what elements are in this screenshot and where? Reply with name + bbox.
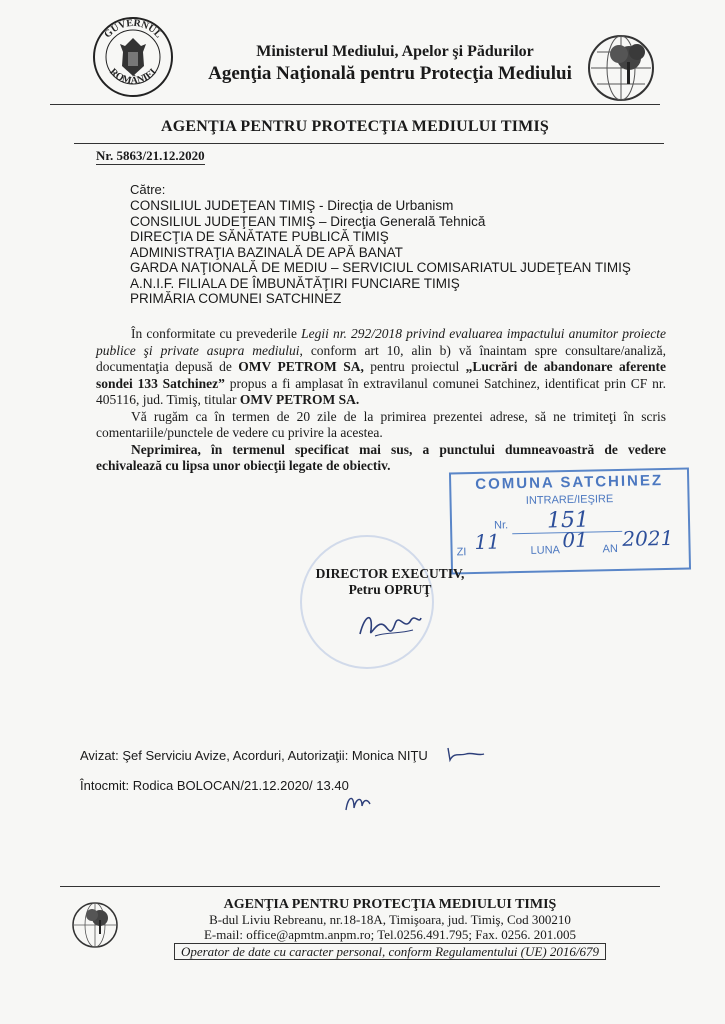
owner-name: OMV PETROM SA. <box>239 392 360 407</box>
handwritten-signature-icon <box>355 606 425 651</box>
stamp-nr-label: Nr. <box>493 519 509 532</box>
svg-text:ROMÂNIEI: ROMÂNIEI <box>107 66 159 87</box>
company-name: OMV PETROM SA, <box>238 359 364 374</box>
letter-body <box>96 326 666 475</box>
recipient-item: DIRECŢIA DE SĂNĂTATE PUBLICĂ TIMIŞ <box>130 229 389 244</box>
recipient-item: PRIMĂRIA COMUNEI SATCHINEZ <box>130 291 342 306</box>
romania-coat-of-arms-icon <box>92 16 174 98</box>
footer <box>130 897 650 960</box>
footer-gdpr: Operator de date cu caracter personal, conform Regulamentului (UE) 2016/679 <box>174 943 606 960</box>
ministry-name: Ministerul Mediului, Apelor şi Pădurilor <box>256 43 534 60</box>
footer-contact: E-mail: office@apmtm.anpm.ro; Tel.0256.491.795; Fax. 0256. 201.005 <box>203 927 576 942</box>
signatory-name: Petru OPRUŢ <box>348 582 432 597</box>
stamp-year-value: 2021 <box>622 525 674 551</box>
recipient-item: A.N.I.F. FILIALA DE ÎMBUNĂTĂŢIRI FUNCIARE TIMIŞ <box>130 275 460 291</box>
footer-title: AGENŢIA PENTRU PROTECŢIA MEDIULUI TIMIŞ <box>223 897 557 912</box>
recipient-item: GARDA NAŢIONALĂ DE MEDIU – SERVICIUL COMISARIATUL JUDEŢEAN TIMIŞ <box>130 260 631 275</box>
stamp-subtitle: INTRARE/IEŞIRE <box>525 493 614 507</box>
project-name: „Lucrări de abandonare aferente sondei 133 Satchinez” <box>96 359 666 391</box>
anpm-globe-tree-logo-icon <box>585 32 657 104</box>
signatory-role: DIRECTOR EXECUTIV, <box>315 566 465 581</box>
header-divider <box>50 104 660 105</box>
law-reference: Legii nr. 292/2018 privind evaluarea impactului anumitor proiecte publice şi private asupra mediului <box>96 326 666 358</box>
initials-signature-icon <box>342 790 374 821</box>
agency-name: Agenţia Naţională pentru Protecţia Mediului <box>208 63 572 84</box>
document-title: AGENŢIA PENTRU PROTECŢIA MEDIULUI TIMIŞ <box>160 118 550 135</box>
svg-text:GUVERNUL: GUVERNUL <box>102 17 164 41</box>
signatory-block <box>290 566 490 598</box>
stamp-year-label: AN <box>602 543 619 556</box>
registration-stamp <box>449 467 691 574</box>
stamp-title: COMUNA SATCHINEZ <box>475 472 664 493</box>
body-paragraph-1: În conformitate cu prevederile Legii nr. 292/2018 privind evaluarea impactului anumitor proiecte publice şi private asupra mediului, conform art 10, alin b) vă înaintam spre consultare/analiză, documentaţia depusă de OMV PETROM SA, pentru proiectul „Lucrări de abandonare aferente sondei 133 Satchinez” propus a fi amplasat în extravilanul comunei Satchinez, identificat prin CF nr. 405116, jud. Timiş, titular OMV PETROM SA. <box>96 326 666 407</box>
recipient-item: ADMINISTRAŢIA BAZINALĂ DE APĂ BANAT <box>130 244 403 260</box>
recipient-item: CONSILIUL JUDEŢEAN TIMIŞ - Direcţia de Urbanism <box>130 198 454 213</box>
stamp-month-label: LUNA <box>530 544 561 557</box>
initials-signature-icon <box>446 744 486 769</box>
title-divider <box>74 143 664 144</box>
recipients-label: Către: <box>130 182 166 197</box>
document-number: Nr. 5863/21.12.2020 <box>96 148 205 163</box>
approved-by: Avizat: Şef Serviciu Avize, Acorduri, Autorizaţii: Monica NIŢU <box>80 748 428 763</box>
recipient-item: CONSILIUL JUDEŢEAN TIMIŞ – Direcţia Generală Tehnică <box>130 213 486 229</box>
stamp-day-value: 11 <box>474 529 501 555</box>
recipients-list <box>130 198 650 307</box>
footer-divider <box>60 886 660 887</box>
drafted-by: Întocmit: Rodica BOLOCAN/21.12.2020/ 13.40 <box>80 778 349 793</box>
stamp-nr-value: 151 <box>546 507 590 534</box>
anpm-globe-tree-logo-icon <box>70 900 120 950</box>
body-paragraph-3: Neprimirea, în termenul specificat mai sus, a punctului dumneavoastră de vedere echivalează cu lipsa unor obiecţii legate de obiectiv. <box>96 441 666 473</box>
footer-address: B-dul Liviu Rebreanu, nr.18-18A, Timişoara, jud. Timiş, Cod 300210 <box>209 912 571 927</box>
stamp-day-label: ZI <box>456 546 467 559</box>
body-paragraph-2: Vă rugăm ca în termen de 20 zile de la primirea prezentei adrese, să ne trimiteţi în scris comentariile/punctele de vedere cu privire la acestea. <box>96 408 666 440</box>
stamp-month-value: 01 <box>562 527 589 553</box>
